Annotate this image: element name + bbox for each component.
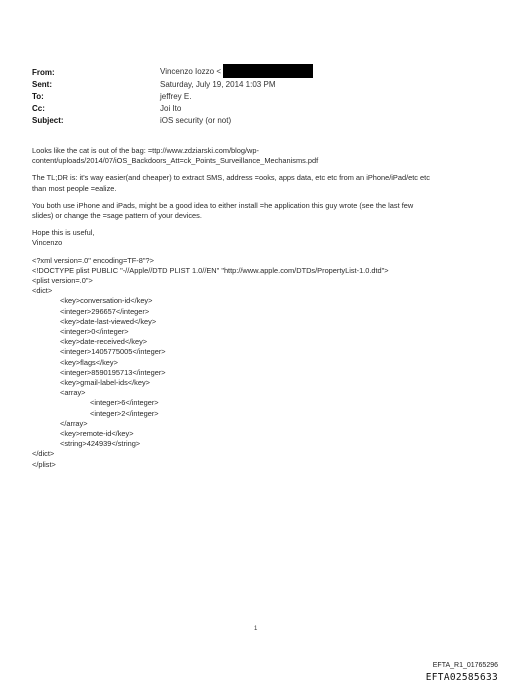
code-line: <integer>6</integer> (90, 398, 159, 408)
sent-label: Sent: (32, 79, 52, 89)
body-paragraph-tldr (32, 173, 482, 193)
body-line: Looks like the cat is out of the bag: =ttp://www.zdziarski.com/blog/wp- (32, 146, 259, 155)
page-number: 1 (254, 626, 258, 632)
code-line: <integer>8590195713</integer> (60, 367, 166, 377)
code-line: <integer>296657</integer> (60, 306, 150, 316)
code-line: </array> (60, 418, 88, 428)
plist-code-block (32, 256, 482, 470)
signature: Vincenzo (32, 238, 63, 248)
code-line: <integer>0</integer> (60, 327, 129, 337)
cc-label: Cc: (32, 104, 45, 114)
body-line: You both use iPhone and iPads, might be a good idea to either install =he application this guy wrote (see the last few (32, 200, 414, 210)
code-line: <key>date-received</key> (60, 337, 148, 347)
bates-stamp-large: EFTA02585633 (425, 672, 498, 683)
header-to-row (32, 90, 313, 102)
header-from-row (32, 66, 313, 78)
code-line: <plist version=.0"> (32, 276, 93, 286)
code-line: <key>conversation-id</key> (60, 296, 153, 306)
from-value (160, 65, 313, 79)
header-sent-row (32, 78, 313, 90)
body-line: Hope this is useful, (32, 228, 95, 238)
code-line: <integer>1405775005</integer> (60, 347, 166, 357)
body-line: The TL;DR is: it's way easier(and cheaper) to extract SMS, address =ooks, apps data, etc etc from an iPhone/iPad/etc etc (32, 173, 430, 183)
header-subject-row (32, 115, 313, 127)
code-line: <key>date-last-viewed</key> (60, 316, 157, 326)
to-value: jeffrey E. (160, 91, 192, 101)
body-paragraph-advice (32, 201, 482, 221)
code-line: <?xml version=.0" encoding=TF-8"?> (32, 255, 154, 265)
header-cc-row (32, 103, 313, 115)
code-line: <array> (60, 388, 86, 398)
cc-value: Joi Ito (160, 104, 182, 114)
body-signoff (32, 228, 482, 248)
subject-value: iOS security (or not) (160, 116, 232, 126)
body-line: slides) or change the =sage pattern of your devices. (32, 211, 202, 221)
sent-value: Saturday, July 19, 2014 1:03 PM (160, 79, 276, 89)
from-label: From: (32, 67, 55, 77)
from-name: Vincenzo Iozzo < (160, 67, 222, 77)
body-paragraph-link (32, 146, 482, 166)
code-line: <integer>2</integer> (90, 408, 159, 418)
body-line: content/uploads/2014/07/iOS_Backdoors_Att=ck_Points_Surveillance_Mechanisms.pdf (32, 156, 319, 166)
code-line: <dict> (32, 286, 53, 296)
code-line: <key>flags</key> (60, 357, 118, 367)
code-line: <key>gmail-label-ids</key> (60, 378, 150, 388)
code-line: <string>424939</string> (60, 439, 141, 449)
email-header (32, 66, 313, 127)
to-label: To: (32, 91, 44, 101)
code-line: </dict> (32, 449, 55, 459)
body-line: than most people =ealize. (32, 183, 117, 193)
redaction-box (223, 64, 313, 78)
email-body (32, 146, 482, 470)
code-line: <!DOCTYPE plist PUBLIC "-//Apple//DTD PLIST 1.0//EN" "http://www.apple.com/DTDs/PropertyList-1.0.dtd"> (32, 265, 389, 275)
bates-stamp-small: EFTA_R1_01765296 (432, 662, 498, 669)
code-line: <key>remote-id</key> (60, 429, 134, 439)
code-line: </plist> (32, 459, 56, 469)
subject-label: Subject: (32, 116, 64, 126)
